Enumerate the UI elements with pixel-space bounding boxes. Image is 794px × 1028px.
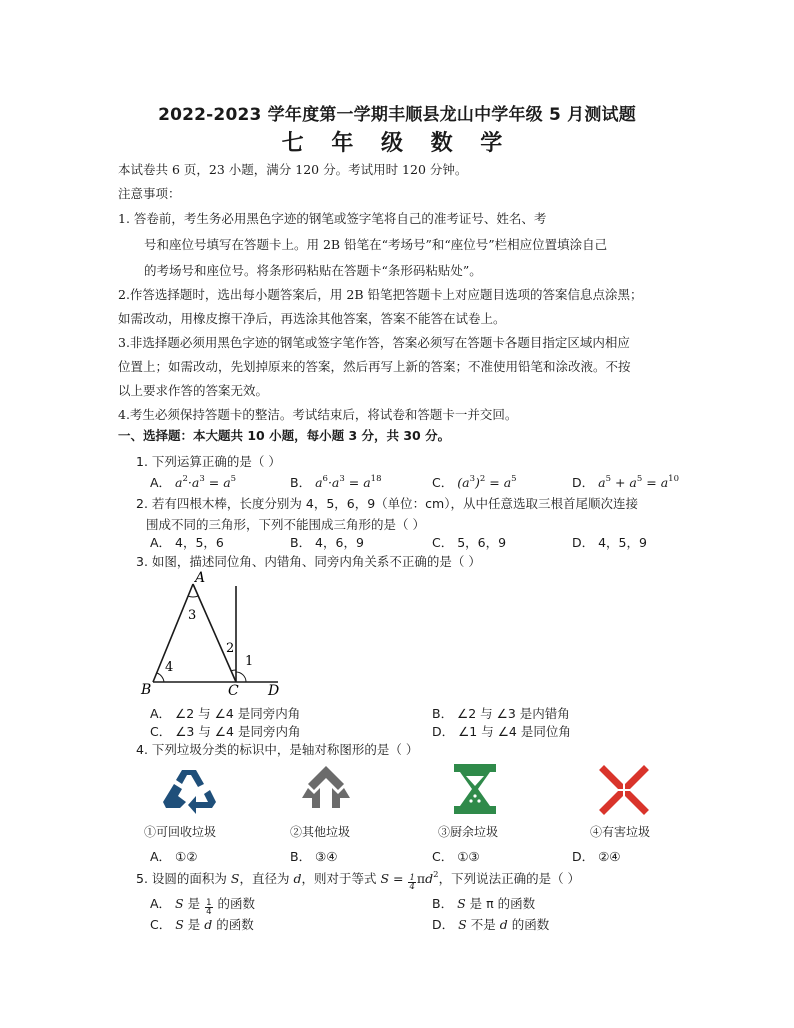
question-2-stem: 2. 若有四根木棒，长度分别为 4，5，6，9（单位：cm），从中任意选取三根首尾顺次连接 (136, 496, 638, 511)
segment-ac (193, 584, 236, 682)
q3-option-c: C． ∠3 与 ∠4 是同旁内角 (150, 724, 301, 739)
q5-option-d (432, 915, 549, 933)
notice-line: 2.作答选择题时，选出每小题答案后，用 2B 铅笔把答题卡上对应题目选项的答案信息点涂黑； (118, 287, 643, 302)
question-3-stem: 3. 如图，描述同位角、内错角、同旁内角关系不正确的是（ ） (136, 554, 481, 569)
math-expression: $a^5 + a^5 = a^{10}$ (598, 474, 679, 490)
notice-label: 注意事项： (118, 186, 181, 201)
q1-option-b (290, 473, 382, 491)
q2-option-c: C． 5，6，9 (432, 535, 507, 550)
fraction-numerator: 1 (206, 898, 212, 908)
q3-option-b: B． ∠2 与 ∠3 是内错角 (432, 706, 570, 721)
point-a-label: A (195, 570, 206, 586)
option-text: 是 (469, 896, 483, 911)
var-d: d (293, 871, 302, 886)
formula: S = $\frac{1}{4}$ $\pi d^2$ (380, 870, 439, 892)
var-d: d (204, 917, 213, 932)
point-d-label: D (268, 683, 280, 698)
section-heading: 一、选择题：本大题共 10 小题，每小题 3 分，共 30 分。 (118, 428, 451, 443)
angle-2-label: 2 (226, 641, 235, 656)
q2-option-a: A． 4，5，6 (150, 535, 224, 550)
caption-hazardous: ④有害垃圾 (590, 825, 651, 839)
option-label: D． (432, 917, 455, 932)
caption-other: ②其他垃圾 (290, 825, 351, 839)
q1-option-c (432, 473, 517, 491)
pi-symbol: π (486, 896, 494, 911)
option-label: D． (572, 475, 595, 490)
fraction-numerator: 1 (409, 873, 415, 883)
recycle-icon (160, 764, 218, 814)
fraction (408, 874, 415, 891)
math-expression: $(a^3)^2 = a^5$ (457, 474, 517, 490)
q2-option-b: B． 4，6，9 (290, 535, 364, 550)
pi-symbol: π (416, 871, 426, 886)
notice-line: 3.非选择题必须用黑色字迹的钢笔或签字笔作答，答案必须写在答题卡各题目指定区域内相应 (118, 335, 630, 350)
angle-3-label: 3 (188, 608, 197, 623)
angle-4-label: 4 (165, 660, 174, 675)
option-text: 不是 (470, 917, 496, 932)
question-4-stem: 4. 下列垃圾分类的标识中，是轴对称图形的是（ ） (136, 742, 419, 757)
caption-kitchen: ③厨余垃圾 (438, 825, 499, 839)
var-s: S (175, 896, 184, 911)
q4-option-c: C． ①③ (432, 849, 480, 864)
var-s: S (175, 917, 184, 932)
angle-3-arc (188, 596, 198, 597)
stem-text: 5. 设圆的面积为 (136, 871, 227, 886)
option-text: 是 (187, 917, 201, 932)
option-text: 的函数 (216, 917, 254, 932)
var-d: d (499, 917, 508, 932)
stem-text: ，则对于等式 (301, 871, 377, 886)
notice-line: 4.考生必须保持答题卡的整洁。考试结束后，将试卷和答题卡一并交回。 (118, 407, 518, 422)
option-label: B． (290, 475, 312, 490)
stem-text: ，直径为 (239, 871, 290, 886)
var-s: S (230, 871, 240, 886)
option-text: 的函数 (217, 896, 256, 911)
option-label: A． (150, 475, 172, 490)
q2-option-d: D． 4，5，9 (572, 535, 647, 550)
notice-line: 以上要求作答的答案无效。 (118, 383, 269, 398)
option-label: B． (432, 896, 454, 911)
fraction-denominator: 4 (206, 907, 212, 917)
option-label: A． (150, 896, 172, 911)
notice-line: 1. 答卷前，考生务必用黑色字迹的钢笔或签字笔将自己的准考证号、姓名、考 (118, 211, 547, 226)
notice-line: 号和座位号填写在答题卡上。用 2B 铅笔在“考场号”和“座位号”栏相应位置填涂自己 (144, 237, 608, 252)
q3-option-a: A． ∠2 与 ∠4 是同旁内角 (150, 706, 301, 721)
question-1-stem: 1. 下列运算正确的是（ ） (136, 454, 281, 469)
q4-option-d: D． ②④ (572, 849, 621, 864)
question-2-stem: 围成不同的三角形，下列不能围成三角形的是（ ） (146, 517, 425, 532)
fraction-denominator: 4 (409, 882, 415, 892)
var-s: S (380, 871, 390, 886)
fraction (205, 899, 212, 916)
q5-option-c (150, 915, 254, 933)
question-5-stem (136, 869, 580, 891)
q5-option-b (432, 894, 535, 912)
q3-option-d: D． ∠1 与 ∠4 是同位角 (432, 724, 571, 739)
option-text: 是 (187, 896, 201, 911)
q1-option-a (150, 473, 236, 491)
option-label: C． (432, 475, 454, 490)
caption-recyclable: ①可回收垃圾 (144, 825, 217, 839)
q4-option-a: A． ①② (150, 849, 198, 864)
q1-option-d (572, 473, 679, 491)
angle-1-label: 1 (245, 654, 254, 669)
q4-option-b: B． ③④ (290, 849, 338, 864)
q5-option-a (150, 894, 255, 916)
option-label: C． (150, 917, 172, 932)
math-expression: $a^2\cdot a^3 = a^5$ (175, 474, 237, 490)
exam-title: 2022-2023 学年度第一学期丰顺县龙山中学年级 5 月测试题 (158, 105, 636, 125)
notice-line: 位置上；如需改动，先划掉原来的答案，然后再写上新的答案；不准使用铅笔和涂改液。不按 (118, 359, 631, 374)
kitchen-waste-icon (452, 762, 498, 816)
geometry-figure (138, 568, 288, 698)
angle-4-arc (157, 673, 164, 682)
angle-1-arc (236, 672, 246, 682)
stem-text: ，下列说法正确的是（ ） (438, 871, 581, 886)
hazardous-waste-icon (598, 764, 650, 816)
var-s: S (458, 917, 467, 932)
math-expression: $a^6\cdot a^3 = a^{18}$ (315, 474, 382, 490)
var-s: S (457, 896, 466, 911)
point-b-label: B (141, 682, 152, 698)
other-waste-icon (300, 764, 352, 814)
point-c-label: C (228, 683, 239, 698)
option-text: 的函数 (511, 917, 550, 932)
notice-line: 的考场号和座位号。将条形码粘贴在答题卡“条形码粘贴处”。 (144, 263, 482, 278)
subject-title: 七 年 级 数 学 (281, 131, 513, 156)
notice-line: 如需改动，用橡皮擦干净后，再选涂其他答案，答案不能答在试卷上。 (118, 311, 506, 326)
option-text: 的函数 (497, 896, 536, 911)
exam-info: 本试卷共 6 页，23 小题，满分 120 分。考试用时 120 分钟。 (118, 162, 468, 177)
